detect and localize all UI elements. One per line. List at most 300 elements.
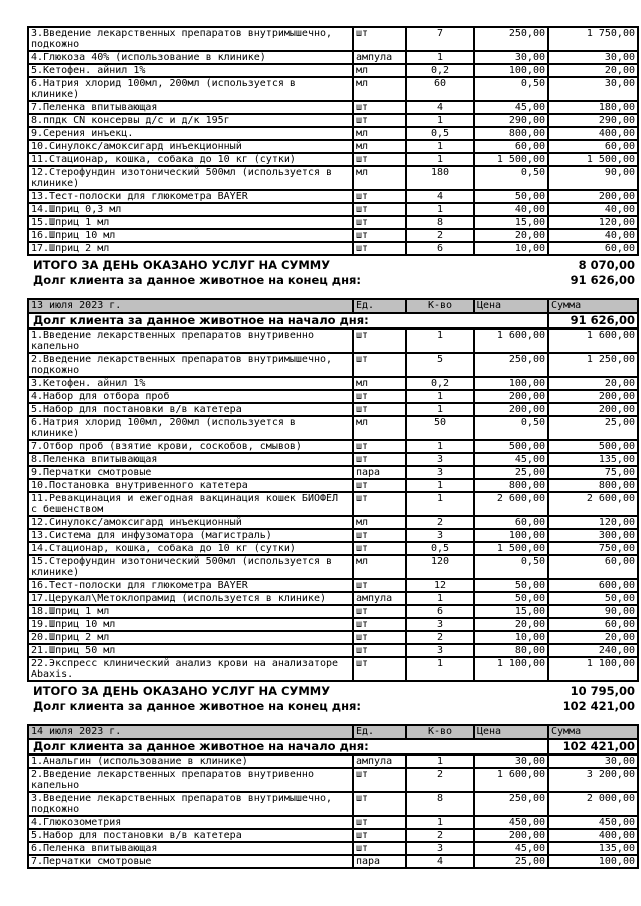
item-sum: 200,00 xyxy=(548,403,638,416)
item-unit: шт xyxy=(353,229,406,242)
item-unit: шт xyxy=(353,492,406,516)
item-qty: 1 xyxy=(406,657,474,681)
item-qty: 3 xyxy=(406,466,474,479)
item-name: 20.Шприц 2 мл xyxy=(28,631,353,644)
item-unit: ампула xyxy=(353,755,406,769)
item-name: 17.Шприц 2 мл xyxy=(28,242,353,255)
item-name: 11.Стационар, кошка, собака до 10 кг (сутки) xyxy=(28,153,353,166)
item-name: 2.Введение лекарственных препаратов внутримышечно, подкожно xyxy=(28,353,353,377)
item-unit: шт xyxy=(353,216,406,229)
section-table xyxy=(27,724,639,869)
item-sum: 1 250,00 xyxy=(548,353,638,377)
item-row xyxy=(28,768,638,792)
item-row xyxy=(28,242,638,255)
item-price: 200,00 xyxy=(474,390,548,403)
section-table xyxy=(27,26,639,256)
item-sum: 20,00 xyxy=(548,631,638,644)
item-qty: 1 xyxy=(406,140,474,153)
item-qty: 4 xyxy=(406,101,474,114)
item-qty: 6 xyxy=(406,605,474,618)
item-row xyxy=(28,855,638,868)
item-row xyxy=(28,631,638,644)
item-sum: 600,00 xyxy=(548,579,638,592)
item-sum: 1 100,00 xyxy=(548,657,638,681)
item-sum: 20,00 xyxy=(548,377,638,390)
item-unit: шт xyxy=(353,579,406,592)
date-cell: 14 июля 2023 г. xyxy=(28,725,353,739)
item-price: 10,00 xyxy=(474,242,548,255)
item-unit: шт xyxy=(353,768,406,792)
item-price: 800,00 xyxy=(474,127,548,140)
section-header-row xyxy=(28,299,638,313)
section-body xyxy=(28,725,638,868)
item-sum: 135,00 xyxy=(548,842,638,855)
item-qty: 2 xyxy=(406,229,474,242)
item-name: 4.Глюкозометрия xyxy=(28,816,353,829)
item-unit: шт xyxy=(353,529,406,542)
item-name: 16.Тест-полоски для глюкометра BAYER xyxy=(28,579,353,592)
item-row xyxy=(28,829,638,842)
item-row xyxy=(28,416,638,440)
item-name: 13.Система для инфузоматора (магистраль) xyxy=(28,529,353,542)
item-name: 1.Анальгин (использование в клинике) xyxy=(28,755,353,769)
item-name: 2.Введение лекарственных препаратов внутривенно капельно xyxy=(28,768,353,792)
item-price: 250,00 xyxy=(474,27,548,51)
item-name: 6.Пеленка впитывающая xyxy=(28,842,353,855)
item-price: 60,00 xyxy=(474,140,548,153)
item-price: 10,00 xyxy=(474,631,548,644)
item-qty: 4 xyxy=(406,855,474,868)
item-unit: шт xyxy=(353,242,406,255)
qty-column-header: К-во xyxy=(406,725,474,739)
item-name: 21.Шприц 50 мл xyxy=(28,644,353,657)
item-price: 250,00 xyxy=(474,353,548,377)
item-name: 22.Экспресс клинический анализ крови на анализаторе Abaxis. xyxy=(28,657,353,681)
item-sum: 20,00 xyxy=(548,64,638,77)
item-unit: ампула xyxy=(353,592,406,605)
item-price: 0,50 xyxy=(474,77,548,101)
item-unit: шт xyxy=(353,114,406,127)
item-qty: 3 xyxy=(406,529,474,542)
debt-end-label: Долг клиента за данное животное на конец дня: xyxy=(33,273,362,287)
item-name: 11.Ревакцинация и ежегодная вакцинация кошек БИОФЕЛ с бешенством xyxy=(28,492,353,516)
item-qty: 2 xyxy=(406,631,474,644)
item-qty: 1 xyxy=(406,755,474,769)
item-price: 1 500,00 xyxy=(474,542,548,555)
item-name: 1.Введение лекарственных препаратов внутривенно капельно xyxy=(28,329,353,354)
item-row xyxy=(28,166,638,190)
debt-end-value: 91 626,00 xyxy=(570,273,635,287)
day-total-line xyxy=(27,259,637,272)
item-sum: 400,00 xyxy=(548,829,638,842)
item-price: 45,00 xyxy=(474,842,548,855)
item-row xyxy=(28,466,638,479)
item-price: 80,00 xyxy=(474,644,548,657)
item-name: 6.Натрия хлорид 100мл, 200мл (используется в клинике) xyxy=(28,416,353,440)
item-sum: 75,00 xyxy=(548,466,638,479)
item-unit: шт xyxy=(353,453,406,466)
item-name: 18.Шприц 1 мл xyxy=(28,605,353,618)
item-qty: 180 xyxy=(406,166,474,190)
item-row xyxy=(28,657,638,681)
section-body xyxy=(28,299,638,681)
item-qty: 1 xyxy=(406,403,474,416)
item-row xyxy=(28,229,638,242)
item-price: 200,00 xyxy=(474,829,548,842)
item-row xyxy=(28,605,638,618)
item-unit: мл xyxy=(353,555,406,579)
debt-start-label: Долг клиента за данное животное на начало дня: xyxy=(28,313,548,329)
item-price: 1 600,00 xyxy=(474,768,548,792)
item-price: 0,50 xyxy=(474,166,548,190)
debt-start-row xyxy=(28,313,638,329)
item-qty: 1 xyxy=(406,114,474,127)
item-unit: шт xyxy=(353,816,406,829)
item-sum: 2 000,00 xyxy=(548,792,638,816)
item-name: 5.Набор для постановки в/в катетера xyxy=(28,829,353,842)
item-unit: шт xyxy=(353,631,406,644)
item-unit: мл xyxy=(353,166,406,190)
item-sum: 400,00 xyxy=(548,127,638,140)
item-row xyxy=(28,529,638,542)
item-qty: 3 xyxy=(406,618,474,631)
item-sum: 3 200,00 xyxy=(548,768,638,792)
item-sum: 1 600,00 xyxy=(548,329,638,354)
item-unit: шт xyxy=(353,618,406,631)
item-row xyxy=(28,516,638,529)
item-sum: 60,00 xyxy=(548,618,638,631)
item-name: 10.Синулокс/амоксигард инъекционный xyxy=(28,140,353,153)
item-unit: шт xyxy=(353,390,406,403)
item-unit: шт xyxy=(353,440,406,453)
item-sum: 30,00 xyxy=(548,51,638,64)
item-qty: 1 xyxy=(406,492,474,516)
item-price: 800,00 xyxy=(474,479,548,492)
item-unit: шт xyxy=(353,153,406,166)
item-qty: 1 xyxy=(406,329,474,354)
item-unit: шт xyxy=(353,27,406,51)
item-name: 19.Шприц 10 мл xyxy=(28,618,353,631)
item-row xyxy=(28,353,638,377)
item-unit: шт xyxy=(353,657,406,681)
item-qty: 0,2 xyxy=(406,377,474,390)
item-price: 250,00 xyxy=(474,792,548,816)
item-row xyxy=(28,816,638,829)
debt-start-value: 102 421,00 xyxy=(548,739,638,755)
day-total-value: 8 070,00 xyxy=(578,258,635,272)
item-name: 4.Глюкоза 40% (использование в клинике) xyxy=(28,51,353,64)
item-unit: шт xyxy=(353,190,406,203)
item-name: 9.Серения инъекц. xyxy=(28,127,353,140)
item-row xyxy=(28,492,638,516)
item-row xyxy=(28,51,638,64)
item-unit: мл xyxy=(353,140,406,153)
item-price: 60,00 xyxy=(474,516,548,529)
item-name: 12.Синулокс/амоксигард инъекционный xyxy=(28,516,353,529)
item-price: 500,00 xyxy=(474,440,548,453)
item-row xyxy=(28,390,638,403)
item-unit: шт xyxy=(353,101,406,114)
item-row xyxy=(28,403,638,416)
item-sum: 100,00 xyxy=(548,855,638,868)
item-qty: 5 xyxy=(406,353,474,377)
date-cell: 13 июля 2023 г. xyxy=(28,299,353,313)
debt-start-value: 91 626,00 xyxy=(548,313,638,329)
item-unit: шт xyxy=(353,829,406,842)
debt-end-line xyxy=(27,700,637,713)
item-sum: 60,00 xyxy=(548,555,638,579)
item-name: 7.Пеленка впитывающая xyxy=(28,101,353,114)
item-unit: ампула xyxy=(353,51,406,64)
item-price: 200,00 xyxy=(474,403,548,416)
item-row xyxy=(28,592,638,605)
item-sum: 60,00 xyxy=(548,140,638,153)
item-unit: шт xyxy=(353,542,406,555)
item-price: 15,00 xyxy=(474,216,548,229)
item-row xyxy=(28,77,638,101)
item-qty: 120 xyxy=(406,555,474,579)
item-qty: 1 xyxy=(406,592,474,605)
item-row xyxy=(28,203,638,216)
item-price: 45,00 xyxy=(474,101,548,114)
item-qty: 4 xyxy=(406,190,474,203)
item-unit: шт xyxy=(353,353,406,377)
item-sum: 500,00 xyxy=(548,440,638,453)
item-row xyxy=(28,127,638,140)
item-unit: шт xyxy=(353,644,406,657)
item-price: 15,00 xyxy=(474,605,548,618)
unit-column-header: Ед. xyxy=(353,725,406,739)
item-qty: 50 xyxy=(406,416,474,440)
item-unit: шт xyxy=(353,605,406,618)
item-sum: 240,00 xyxy=(548,644,638,657)
item-qty: 8 xyxy=(406,792,474,816)
item-row xyxy=(28,644,638,657)
item-price: 20,00 xyxy=(474,229,548,242)
item-name: 9.Перчатки смотровые xyxy=(28,466,353,479)
item-row xyxy=(28,114,638,127)
item-sum: 2 600,00 xyxy=(548,492,638,516)
item-row xyxy=(28,440,638,453)
item-row xyxy=(28,618,638,631)
item-row xyxy=(28,140,638,153)
item-name: 5.Кетофен. айнил 1% xyxy=(28,64,353,77)
item-unit: шт xyxy=(353,203,406,216)
item-name: 7.Отбор проб (взятие крови, соскобов, смывов) xyxy=(28,440,353,453)
item-qty: 2 xyxy=(406,768,474,792)
item-price: 100,00 xyxy=(474,64,548,77)
item-price: 100,00 xyxy=(474,529,548,542)
item-price: 1 500,00 xyxy=(474,153,548,166)
item-price: 0,50 xyxy=(474,416,548,440)
item-row xyxy=(28,579,638,592)
item-qty: 1 xyxy=(406,51,474,64)
item-row xyxy=(28,755,638,769)
item-name: 3.Введение лекарственных препаратов внутримышечно, подкожно xyxy=(28,792,353,816)
item-price: 0,50 xyxy=(474,555,548,579)
item-sum: 180,00 xyxy=(548,101,638,114)
item-qty: 1 xyxy=(406,390,474,403)
billing-sections xyxy=(27,26,637,869)
item-sum: 25,00 xyxy=(548,416,638,440)
item-unit: мл xyxy=(353,516,406,529)
item-unit: мл xyxy=(353,77,406,101)
day-total-label: ИТОГО ЗА ДЕНЬ ОКАЗАНО УСЛУГ НА СУММУ xyxy=(33,258,331,272)
item-name: 8.Пеленка впитывающая xyxy=(28,453,353,466)
item-qty: 12 xyxy=(406,579,474,592)
sum-column-header: Сумма xyxy=(548,725,638,739)
sum-column-header: Сумма xyxy=(548,299,638,313)
item-qty: 3 xyxy=(406,453,474,466)
item-price: 50,00 xyxy=(474,579,548,592)
debt-end-line xyxy=(27,274,637,287)
item-sum: 750,00 xyxy=(548,542,638,555)
item-price: 30,00 xyxy=(474,51,548,64)
item-row xyxy=(28,153,638,166)
item-price: 1 100,00 xyxy=(474,657,548,681)
item-qty: 1 xyxy=(406,203,474,216)
item-row xyxy=(28,64,638,77)
item-sum: 30,00 xyxy=(548,77,638,101)
item-unit: шт xyxy=(353,792,406,816)
item-name: 14.Шприц 0,3 мл xyxy=(28,203,353,216)
item-name: 15.Стерофундин изотонический 500мл (используется в клинике) xyxy=(28,555,353,579)
item-qty: 2 xyxy=(406,829,474,842)
item-qty: 1 xyxy=(406,816,474,829)
item-sum: 200,00 xyxy=(548,190,638,203)
item-price: 2 600,00 xyxy=(474,492,548,516)
item-row xyxy=(28,377,638,390)
item-unit: шт xyxy=(353,479,406,492)
day-total-label: ИТОГО ЗА ДЕНЬ ОКАЗАНО УСЛУГ НА СУММУ xyxy=(33,684,331,698)
item-name: 17.Церукал\Метоклопрамид (используется в клинике) xyxy=(28,592,353,605)
item-row xyxy=(28,792,638,816)
item-qty: 0,5 xyxy=(406,127,474,140)
item-price: 450,00 xyxy=(474,816,548,829)
item-name: 3.Введение лекарственных препаратов внутримышечно, подкожно xyxy=(28,27,353,51)
item-qty: 0,5 xyxy=(406,542,474,555)
item-sum: 40,00 xyxy=(548,203,638,216)
item-qty: 0,2 xyxy=(406,64,474,77)
item-price: 50,00 xyxy=(474,592,548,605)
item-row xyxy=(28,216,638,229)
item-qty: 3 xyxy=(406,842,474,855)
item-price: 20,00 xyxy=(474,618,548,631)
item-sum: 60,00 xyxy=(548,242,638,255)
item-qty: 8 xyxy=(406,216,474,229)
item-name: 7.Перчатки смотровые xyxy=(28,855,353,868)
item-name: 5.Набор для постановки в/в катетера xyxy=(28,403,353,416)
item-sum: 50,00 xyxy=(548,592,638,605)
item-name: 13.Тест-полоски для глюкометра BAYER xyxy=(28,190,353,203)
item-price: 45,00 xyxy=(474,453,548,466)
item-sum: 120,00 xyxy=(548,516,638,529)
price-column-header: Цена xyxy=(474,299,548,313)
debt-start-label: Долг клиента за данное животное на начало дня: xyxy=(28,739,548,755)
item-price: 40,00 xyxy=(474,203,548,216)
item-row xyxy=(28,190,638,203)
item-unit: шт xyxy=(353,329,406,354)
item-row xyxy=(28,555,638,579)
item-sum: 90,00 xyxy=(548,605,638,618)
item-sum: 1 750,00 xyxy=(548,27,638,51)
debt-start-row xyxy=(28,739,638,755)
item-qty: 2 xyxy=(406,516,474,529)
item-qty: 1 xyxy=(406,479,474,492)
item-row xyxy=(28,453,638,466)
item-price: 25,00 xyxy=(474,855,548,868)
day-total-value: 10 795,00 xyxy=(570,684,635,698)
item-qty: 1 xyxy=(406,440,474,453)
item-row xyxy=(28,329,638,354)
debt-end-value: 102 421,00 xyxy=(562,699,635,713)
day-total-line xyxy=(27,685,637,698)
item-qty: 1 xyxy=(406,153,474,166)
item-price: 290,00 xyxy=(474,114,548,127)
item-unit: шт xyxy=(353,403,406,416)
item-sum: 1 500,00 xyxy=(548,153,638,166)
section-table xyxy=(27,298,639,682)
item-price: 1 600,00 xyxy=(474,329,548,354)
item-qty: 7 xyxy=(406,27,474,51)
item-name: 14.Стационар, кошка, собака до 10 кг (сутки) xyxy=(28,542,353,555)
item-sum: 290,00 xyxy=(548,114,638,127)
item-sum: 40,00 xyxy=(548,229,638,242)
price-column-header: Цена xyxy=(474,725,548,739)
item-name: 12.Стерофундин изотонический 500мл (используется в клинике) xyxy=(28,166,353,190)
item-unit: шт xyxy=(353,842,406,855)
item-sum: 90,00 xyxy=(548,166,638,190)
item-unit: пара xyxy=(353,855,406,868)
item-unit: мл xyxy=(353,127,406,140)
item-price: 30,00 xyxy=(474,755,548,769)
item-price: 100,00 xyxy=(474,377,548,390)
item-name: 8.ппдк CN консервы д/с и д/к 195г xyxy=(28,114,353,127)
item-qty: 3 xyxy=(406,644,474,657)
item-sum: 450,00 xyxy=(548,816,638,829)
item-row xyxy=(28,101,638,114)
item-row xyxy=(28,842,638,855)
item-row xyxy=(28,27,638,51)
item-unit: пара xyxy=(353,466,406,479)
item-name: 4.Набор для отбора проб xyxy=(28,390,353,403)
item-price: 25,00 xyxy=(474,466,548,479)
debt-end-label: Долг клиента за данное животное на конец дня: xyxy=(33,699,362,713)
item-sum: 120,00 xyxy=(548,216,638,229)
item-name: 15.Шприц 1 мл xyxy=(28,216,353,229)
item-sum: 200,00 xyxy=(548,390,638,403)
item-name: 16.Шприц 10 мл xyxy=(28,229,353,242)
item-unit: мл xyxy=(353,416,406,440)
item-qty: 6 xyxy=(406,242,474,255)
unit-column-header: Ед. xyxy=(353,299,406,313)
item-name: 6.Натрия хлорид 100мл, 200мл (используется в клинике) xyxy=(28,77,353,101)
item-sum: 800,00 xyxy=(548,479,638,492)
item-sum: 135,00 xyxy=(548,453,638,466)
item-row xyxy=(28,479,638,492)
item-sum: 30,00 xyxy=(548,755,638,769)
item-name: 3.Кетофен. айнил 1% xyxy=(28,377,353,390)
item-row xyxy=(28,542,638,555)
item-unit: мл xyxy=(353,377,406,390)
qty-column-header: К-во xyxy=(406,299,474,313)
item-qty: 60 xyxy=(406,77,474,101)
item-price: 50,00 xyxy=(474,190,548,203)
section-body xyxy=(28,27,638,255)
item-name: 10.Постановка внутривенного катетера xyxy=(28,479,353,492)
item-unit: мл xyxy=(353,64,406,77)
section-header-row xyxy=(28,725,638,739)
